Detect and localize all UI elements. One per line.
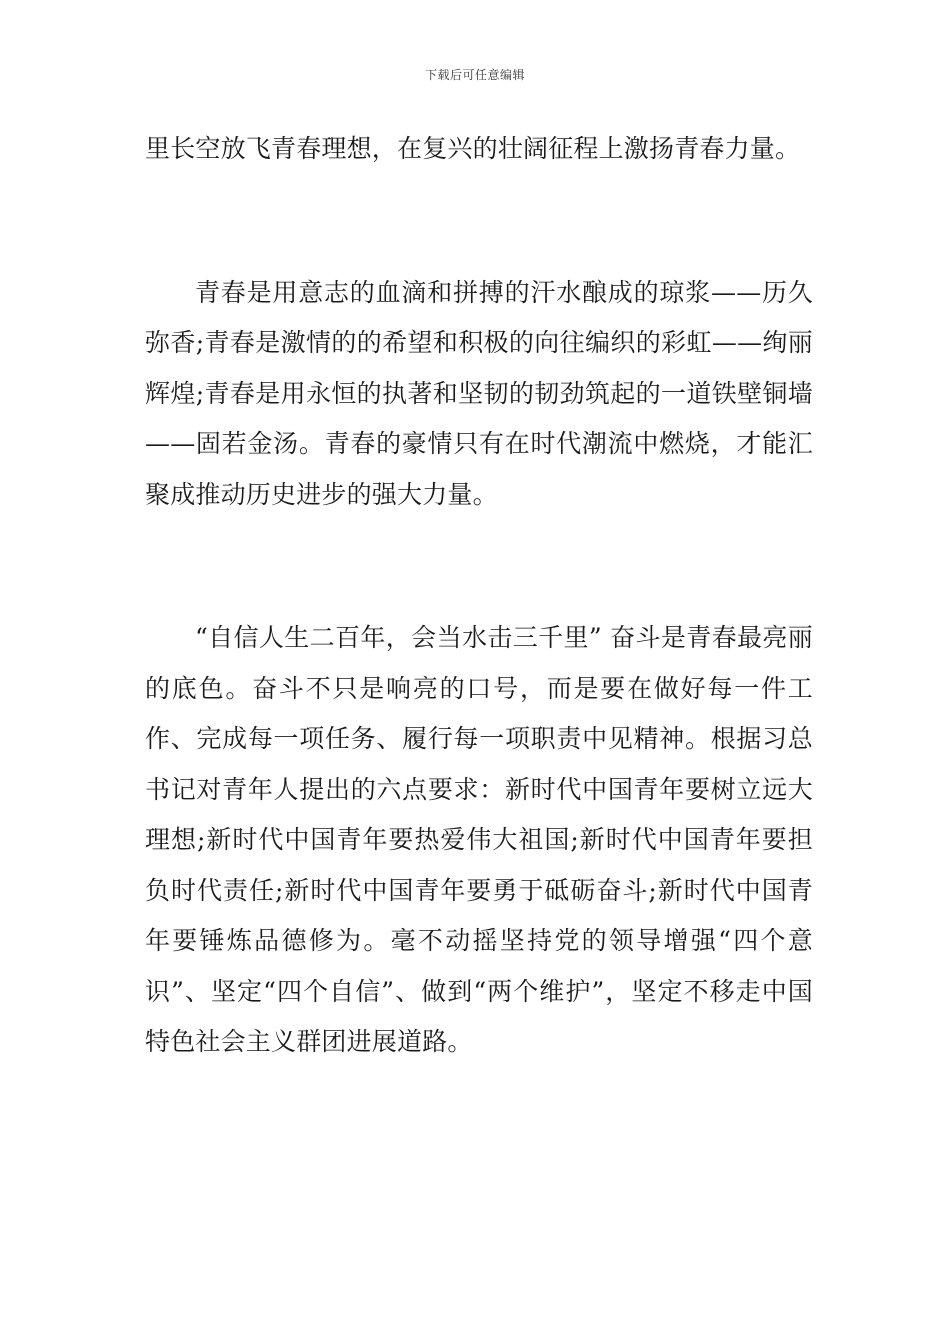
page-header-note: 下载后可任意编辑 — [424, 68, 525, 82]
paragraph-spacer — [145, 520, 813, 613]
paragraph-struggle: “自信人生二百年，会当水击三千里” 奋斗是青春最亮丽的底色。奋斗不只是响亮的口号，而是要在做好每一件工作、完成每一项任务、履行每一项职责中见精神。根据习总书记对青年人提出的六点要求：新时代中国青年要树立远大理想;新时代中国青年要热爱伟大祖国;新时代中国青年要担负时代责任;新时代中国青年要勇于砥砺奋斗;新时代中国青年要锤炼品德修为。毫不动摇坚持党的领导增强“四个意识”、坚定“四个自信”、做到“两个维护”，坚定不移走中国特色社会主义群团进展道路。 — [145, 623, 813, 1056]
paragraph-continuation: 里长空放飞青春理想，在复兴的壮阔征程上激扬青春力量。 — [145, 134, 801, 163]
document-body — [145, 124, 813, 1068]
paragraph-youth-metaphors: 青春是用意志的血滴和拼搏的汗水酿成的琼浆——历久弥香;青春是激情的的希望和积极的向往编织的彩虹——绚丽辉煌;青春是用永恒的执著和坚韧的韧劲筑起的一道铁壁铜墙——固若金汤。青春的豪情只有在时代潮流中燃烧，才能汇聚成推动历史进步的强大力量。 — [145, 277, 813, 509]
paragraph-spacer — [145, 175, 813, 268]
